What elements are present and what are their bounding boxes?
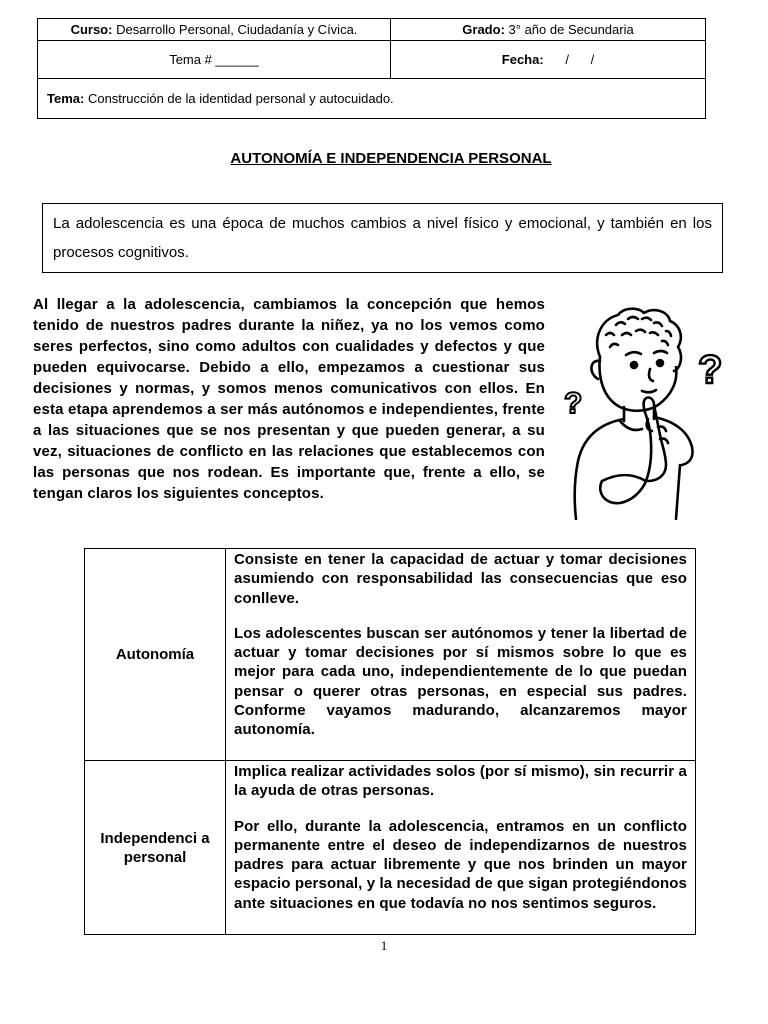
fecha-label: Fecha: <box>501 52 544 67</box>
tema-value: Construcción de la identidad personal y autocuidado. <box>87 91 394 106</box>
table-row <box>85 549 696 761</box>
grado-value: 3° año de Secundaria <box>508 22 634 37</box>
intro-box: La adolescencia es una época de muchos cambios a nivel físico y emocional, y también en los procesos cognitivos. <box>42 203 723 273</box>
term-cell <box>85 761 226 935</box>
body-paragraph: Al llegar a la adolescencia, cambiamos la concepción que hemos tenido de nuestros padres durante la niñez, ya no los vemos como seres perfectos, sino como adultos con cualidades y defectos y que pueden equivocarse. Debido a ello, empezamos a cuestionar sus decisiones y normas, y somos menos comunicativos con ellos. En esta etapa aprendemos a ser más autónomos e independientes, frente a las situaciones que se nos presentan y que pueden generar, a su vez, situaciones de conflicto en las relaciones que establecemos con las personas que nos rodean. Es importante que, frente a ello, se tengan claros los siguientes conceptos. <box>33 296 545 502</box>
tema-number-cell <box>38 41 391 79</box>
definitions-table <box>84 548 696 935</box>
curso-value: Desarrollo Personal, Ciudadanía y Cívica. <box>116 22 358 37</box>
term-autonomia: Autonomía <box>115 646 195 663</box>
description-paragraph: Los adolescentes buscan ser autónomos y tener la libertad de actuar y tomar decisiones por sí mismos sobre lo que es mejor para cada uno, independientemente de lo que puedan pensar o querer otras personas, en especial sus padres. Conforme vayamos madurando, alcanzaremos mayor autonomía. <box>234 624 687 739</box>
grado-cell <box>391 19 706 41</box>
term-independencia: Independenci a personal <box>100 829 210 866</box>
curso-label: Curso: <box>70 22 113 37</box>
question-mark-right-icon: ? <box>698 348 723 392</box>
page-number: 1 <box>380 938 388 953</box>
thinking-boy-icon <box>562 305 738 520</box>
description-paragraph: Implica realizar actividades solos (por sí mismo), sin recurrir a la ayuda de otras personas. <box>234 763 687 800</box>
term-cell <box>85 549 226 761</box>
description-paragraph: Por ello, durante la adolescencia, entramos en un conflicto permanente entre el deseo de independizarnos de nuestros padres para actuar libremente y que nos brinden un mayor espacio personal, y la necesidad de que sigan protegiéndonos ante situaciones en que todavía no nos sentimos seguros. <box>234 817 687 912</box>
fecha-value: / / <box>565 52 595 67</box>
grado-label: Grado: <box>462 22 505 37</box>
tema-number: Tema # ______ <box>169 52 259 67</box>
page-title: AUTONOMÍA E INDEPENDENCIA PERSONAL <box>230 150 552 167</box>
question-mark-left-icon: ? <box>564 387 583 420</box>
curso-cell <box>38 19 391 41</box>
tema-cell <box>38 79 706 119</box>
description-cell <box>226 761 696 935</box>
tema-label: Tema: <box>47 91 85 106</box>
table-row <box>85 761 696 935</box>
fecha-cell <box>391 41 706 79</box>
description-paragraph: Consiste en tener la capacidad de actuar y tomar decisiones asumiendo con responsabilidad las consecuencias que eso conlleve. <box>234 551 687 607</box>
header-table <box>37 18 706 119</box>
thinking-boy-illustration <box>562 305 738 520</box>
description-cell <box>226 549 696 761</box>
